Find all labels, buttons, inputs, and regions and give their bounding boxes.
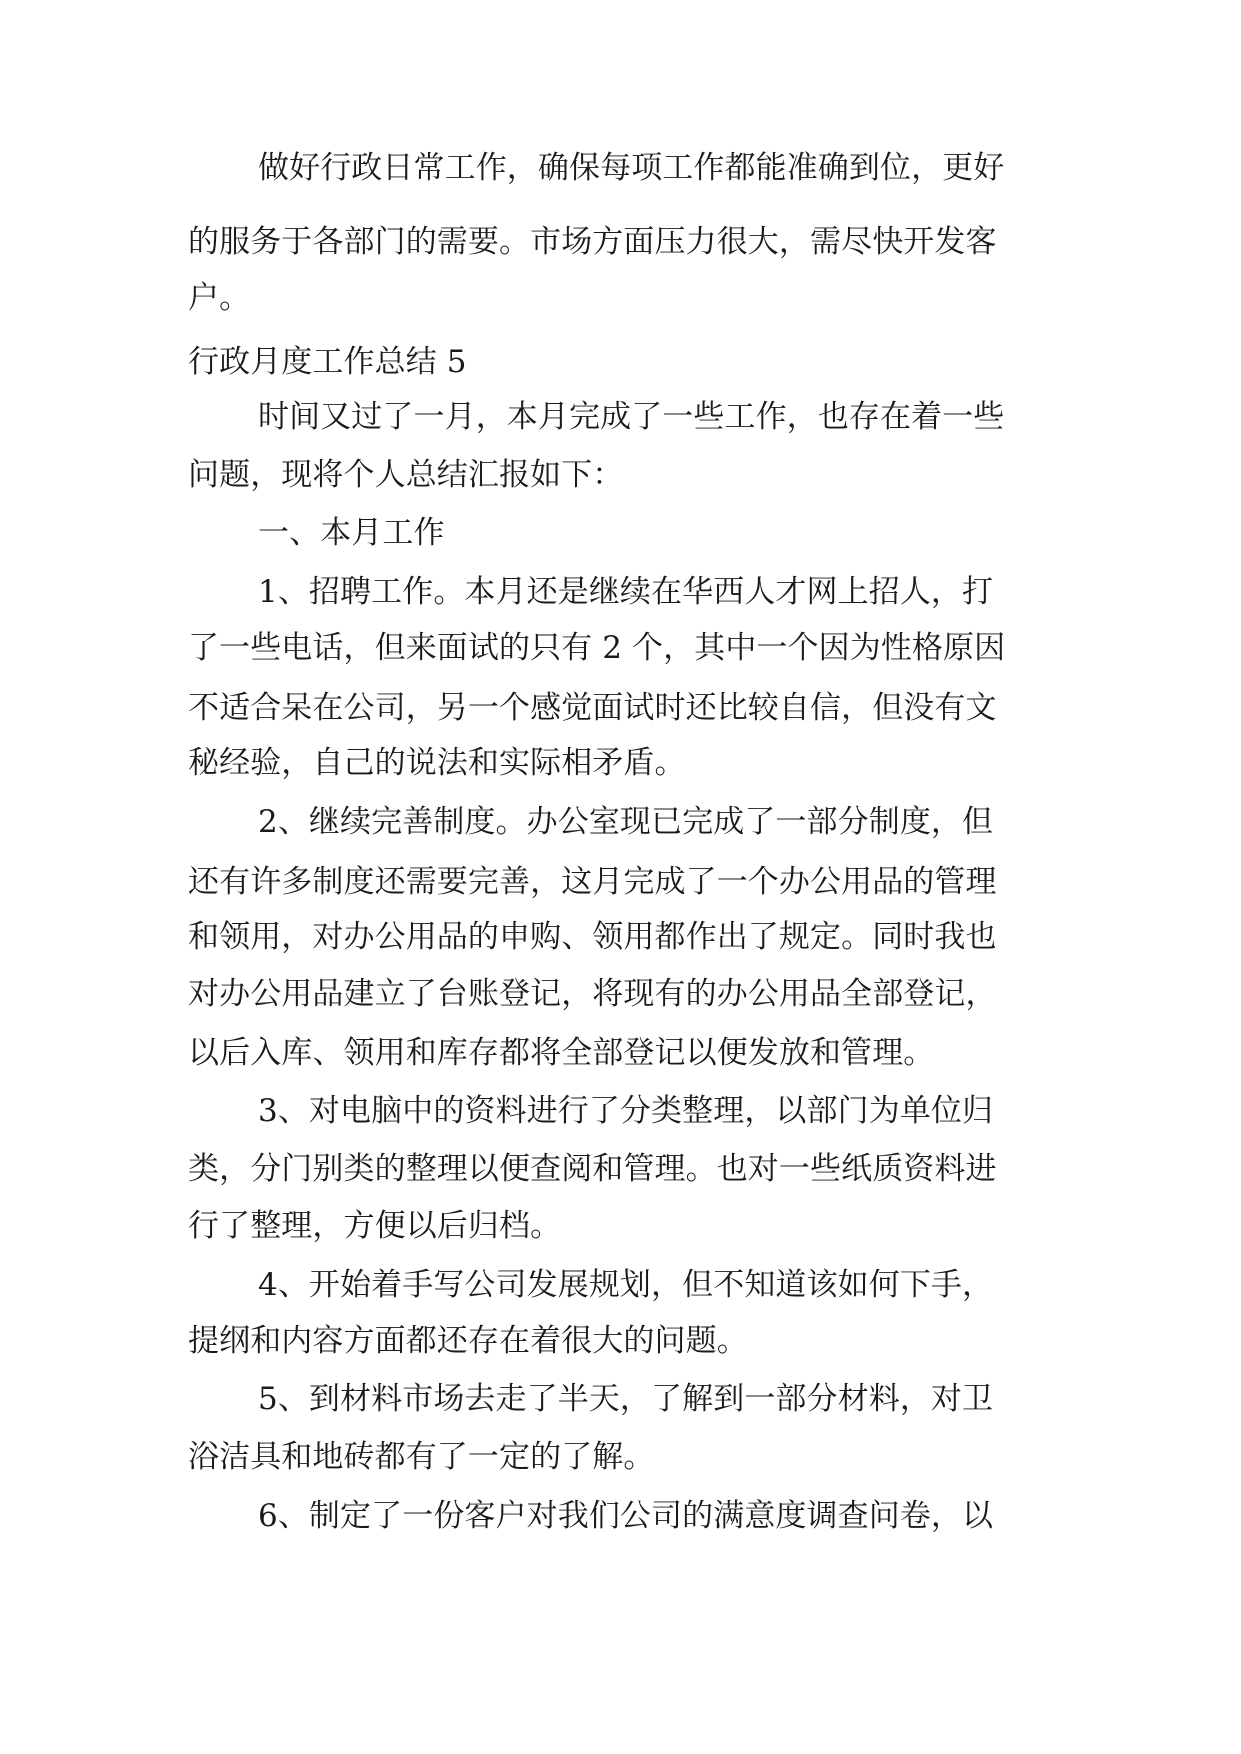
subsection-heading: 一、本月工作 xyxy=(258,515,445,551)
text-line: 1、招聘工作。本月还是继续在华西人才网上招人，打 xyxy=(258,574,994,610)
text-line: 4、开始着手写公司发展规划，但不知道该如何下手， xyxy=(258,1267,994,1303)
text-line: 对办公用品建立了台账登记，将现有的办公用品全部登记， xyxy=(188,976,997,1012)
text-line: 浴洁具和地砖都有了一定的了解。 xyxy=(188,1439,655,1475)
text-line: 类，分门别类的整理以便查阅和管理。也对一些纸质资料进 xyxy=(188,1151,997,1187)
text-line: 问题，现将个人总结汇报如下： xyxy=(188,457,624,493)
text-line: 了一些电话，但来面试的只有 2 个，其中一个因为性格原因 xyxy=(188,630,1006,666)
text-line: 5、到材料市场去走了半天，了解到一部分材料，对卫 xyxy=(258,1381,994,1417)
text-line: 6、制定了一份客户对我们公司的满意度调查问卷，以 xyxy=(258,1498,994,1534)
text-line: 提纲和内容方面都还存在着很大的问题。 xyxy=(188,1323,748,1359)
text-line: 还有许多制度还需要完善，这月完成了一个办公用品的管理 xyxy=(188,864,997,900)
text-line: 秘经验，自己的说法和实际相矛盾。 xyxy=(188,745,686,781)
text-line: 3、对电脑中的资料进行了分类整理，以部门为单位归 xyxy=(258,1093,994,1129)
text-line: 户。 xyxy=(188,280,251,316)
section-heading: 行政月度工作总结 5 xyxy=(188,344,467,380)
text-line: 和领用，对办公用品的申购、领用都作出了规定。同时我也 xyxy=(188,919,997,955)
text-line: 2、继续完善制度。办公室现已完成了一部分制度，但 xyxy=(258,804,994,840)
text-line: 行了整理，方便以后归档。 xyxy=(188,1208,562,1244)
text-line: 时间又过了一月，本月完成了一些工作，也存在着一些 xyxy=(258,399,1005,435)
text-line: 不适合呆在公司，另一个感觉面试时还比较自信，但没有文 xyxy=(188,690,997,726)
text-line: 以后入库、领用和库存都将全部登记以便发放和管理。 xyxy=(188,1035,935,1071)
text-line: 做好行政日常工作，确保每项工作都能准确到位，更好 xyxy=(258,150,1005,186)
text-line: 的服务于各部门的需要。市场方面压力很大，需尽快开发客 xyxy=(188,224,997,260)
